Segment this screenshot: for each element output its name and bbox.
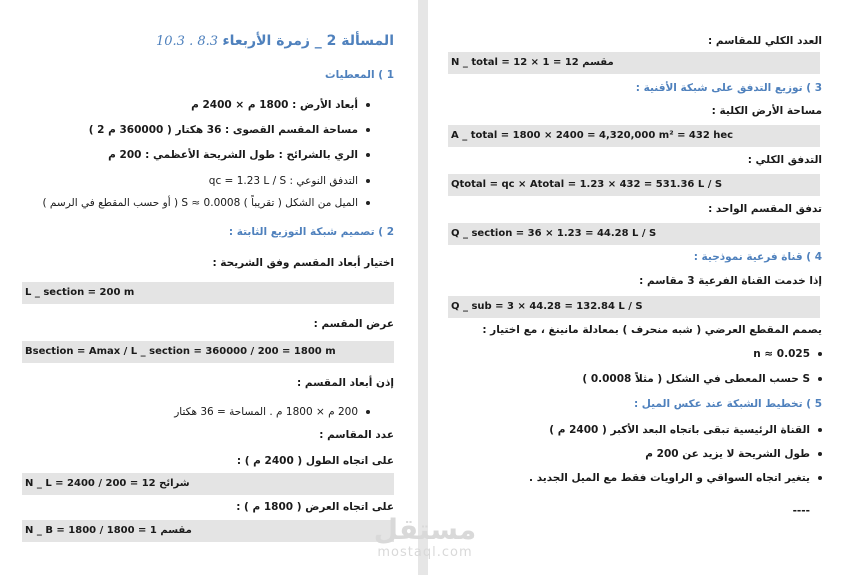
bullet-specific-flow: التدفق النوعي : qc = 1.23 L / S [209,175,370,187]
bullet-slope-s: S حسب المعطى في الشكل ( مثلاً 0.0008 ) [582,373,822,385]
section-4-heading: 4 ) قناة فرعية نموذجية : [693,251,822,263]
section-5-heading: 5 ) تخطيط الشبكة عند عكس الميل : [633,398,822,410]
watermark-domain: mostaql.com [377,545,473,560]
sections-count-label: عدد المقاسم : [319,429,394,441]
bullet-max-area: مساحة المقسم القصوى : 36 هكتار ( 360000 م 2 ) [89,124,370,136]
section-1-heading: 1 ) المعطيات [325,69,394,81]
formula-box-a-total: A _ total = 1800 × 2400 = 4,320,000 m² = 432 hec [448,125,820,147]
width-direction-label: على اتجاه العرض ( 1800 م ) : [236,501,394,513]
formula-box-q-sub: Q _ sub = 3 × 44.28 = 132.84 L / S [448,296,820,318]
watermark [370,515,480,560]
total-sections-label: العدد الكلي للمقاسم : [708,35,822,47]
page-gap [418,0,428,575]
section-2-heading: 2 ) تصميم شبكة التوزيع الثابتة : [228,226,394,238]
document-page-left [428,0,846,575]
bullet-land-dimensions: أبعاد الأرض : 1800 م × 2400 م [191,99,370,111]
total-area-label: مساحة الأرض الكلية : [711,105,822,117]
bullet-strip-length: طول الشريحة لا يزيد عن 200 م [645,448,822,460]
sub-canal-label: إذا خدمت القناة الفرعية 3 مقاسم : [639,275,822,287]
manning-design-label: يصمم المقطع العرضي ( شبه منحرف ) بمعادلة مانينغ ، مع اختيار : [482,324,822,336]
formula-box-q-section: Q _ section = 36 × 1.23 = 44.28 L / S [448,223,820,245]
problem-codes: 10.3 . 8.3 . [156,34,227,49]
formula-box-b-section: Bsection = Amax / L _ section = 360000 / 200 = 1800 m [22,341,394,363]
bullet-slope: الميل من الشكل ( تقريباً ) 0.0008 ≈ S ( أو حسب المقطع في الرسم ) [43,197,371,209]
bullet-strip-irrigation: الري بالشرائح : طول الشريحة الأعظمي : 200 م [108,149,370,161]
formula-box-l-section: L _ section = 200 m [22,282,394,304]
problem-title: المسألة 2 _ زمرة الأربعاء [222,33,394,49]
formula-box-n-total: N _ total = 12 × 1 = 12 مقسم [448,52,820,74]
total-flow-label: التدفق الكلي : [747,154,822,166]
section-3-heading: 3 ) توزيع التدفق على شبكة الأقنية : [635,82,822,94]
end-dashes: ---- [792,505,810,517]
bullet-main-canal: القناة الرئيسية تبقى باتجاه البعد الأكبر ( 2400 م ) [549,424,822,436]
choose-section-dims: اختيار أبعاد المقسم وفق الشريحة : [212,257,394,269]
bullet-section-area: 200 م × 1800 م . المساحة = 36 هكتار [174,406,370,418]
formula-box-n-l: N _ L = 2400 / 200 = 12 شرائح [22,473,394,495]
formula-box-q-total: Qtotal = qc × Atotal = 1.23 × 432 = 531.36 L / S [448,174,820,196]
formula-box-n-b: N _ B = 1800 / 1800 = 1 مقسم [22,520,394,542]
bullet-direction-change: يتغير اتجاه السواقي و الراويات فقط مع الميل الجديد . [529,472,822,484]
section-width-label: عرض المقسم : [313,318,394,330]
section-flow-label: تدفق المقسم الواحد : [708,203,822,215]
length-direction-label: على اتجاه الطول ( 2400 م ) : [236,455,394,467]
bullet-manning-n: n ≈ 0.025 [753,348,822,360]
document-page-right [0,0,418,575]
watermark-arabic: مستقل [373,513,477,546]
section-dims-label: إذن أبعاد المقسم : [297,377,394,389]
